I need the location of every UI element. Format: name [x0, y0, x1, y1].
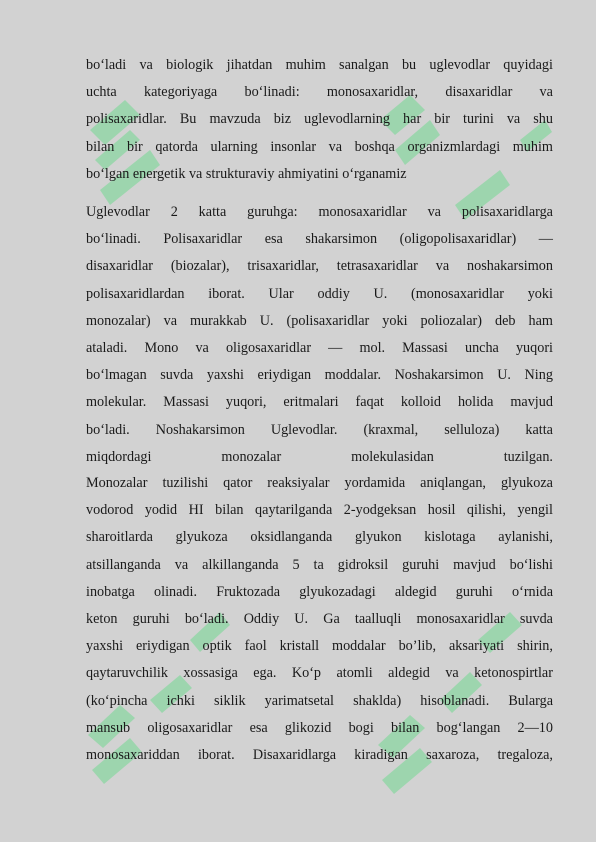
- text-line: ataladi. Mono va oligosaxaridlar — mol. Massasi uncha yuqori: [86, 339, 553, 356]
- text-line: uchta kategoriyaga bo‘linadi: monosaxaridlar, disaxaridlar va: [86, 84, 553, 101]
- text-line: inobatga olinadi. Fruktozada glyukozadagi aldegid guruhi o‘rnida: [86, 583, 553, 600]
- text-line: molekular. Massasi yuqori, eritmalari faqat kolloid holida mavjud: [86, 394, 553, 411]
- paragraph-2: [86, 199, 553, 471]
- text-line: mansub oligosaxaridlar esa glikozid bogi bilan bog‘langan 2—10: [86, 719, 553, 736]
- text-line: qaytaruvchilik xossasiga ega. Ko‘p atomli aldegid va ketonospirtlar: [86, 665, 553, 682]
- text-line: yaxshi eriydigan optik faol kristall moddalar bo’lib, aksariyati shirin,: [86, 638, 553, 655]
- text-line: bo‘lmagan suvda yaxshi eriydigan moddalar. Noshakarsimon U. Ning: [86, 367, 553, 384]
- text-line: sharoitlarda glyukoza oksidlanganda glyukon kislotaga aylanishi,: [86, 529, 553, 546]
- text-line: disaxaridlar (biozalar), trisaxaridlar, tetrasaxaridlar va noshakarsimon: [86, 258, 553, 275]
- text-line: Uglevodlar 2 katta guruhga: monosaxaridlar va polisaxaridlarga: [86, 204, 553, 220]
- text-line: (ko‘pincha ichki siklik yarimatsetal shaklda) hisoblanadi. Bularga: [86, 692, 553, 709]
- text-line: bo‘linadi. Polisaxaridlar esa shakarsimon (oligopolisaxaridlar) —: [86, 231, 553, 248]
- text-line: bo‘ladi va biologik jihatdan muhim sanalgan bu uglevodlar quyidagi: [86, 57, 553, 73]
- text-line: miqdordagi monozalar molekulasidan tuzilgan.: [86, 448, 553, 465]
- text-line: bo‘lgan energetik va strukturaviy ahmiyatini o‘rganamiz: [86, 165, 407, 182]
- text-line: monosaxariddan iborat. Disaxaridlarga kiradigan saxaroza, tregaloza,: [86, 746, 553, 763]
- paragraph-1: [86, 52, 553, 188]
- text-line: Monozalar tuzilishi qator reaksiyalar yordamida aniqlangan, glyukoza: [86, 475, 553, 491]
- text-line: monozalar) va murakkab U. (polisaxaridlar yoki poliozalar) deb ham: [86, 312, 553, 329]
- text-line: keton guruhi bo‘ladi. Oddiy U. Ga taalluqli monosaxaridlar suvda: [86, 610, 553, 627]
- text-line: polisaxaridlar. Bu mavzuda biz uglevodlarning har bir turini va shu: [86, 111, 553, 128]
- paragraph-3: [86, 470, 553, 769]
- text-line: bo‘ladi. Noshakarsimon Uglevodlar. (kraxmal, selluloza) katta: [86, 421, 553, 438]
- text-line: polisaxaridlardan iborat. Ular oddiy U. (monosaxaridlar yoki: [86, 285, 553, 302]
- text-line: bilan bir qatorda ularning insonlar va boshqa organizmlardagi muhim: [86, 138, 553, 155]
- text-line: vodorod yodid HI bilan qaytarilganda 2-yodgeksan hosil qilishi, yengil: [86, 502, 553, 519]
- text-line: atsillanganda va alkillanganda 5 ta gidroksil guruhi mavjud bo‘lishi: [86, 556, 553, 573]
